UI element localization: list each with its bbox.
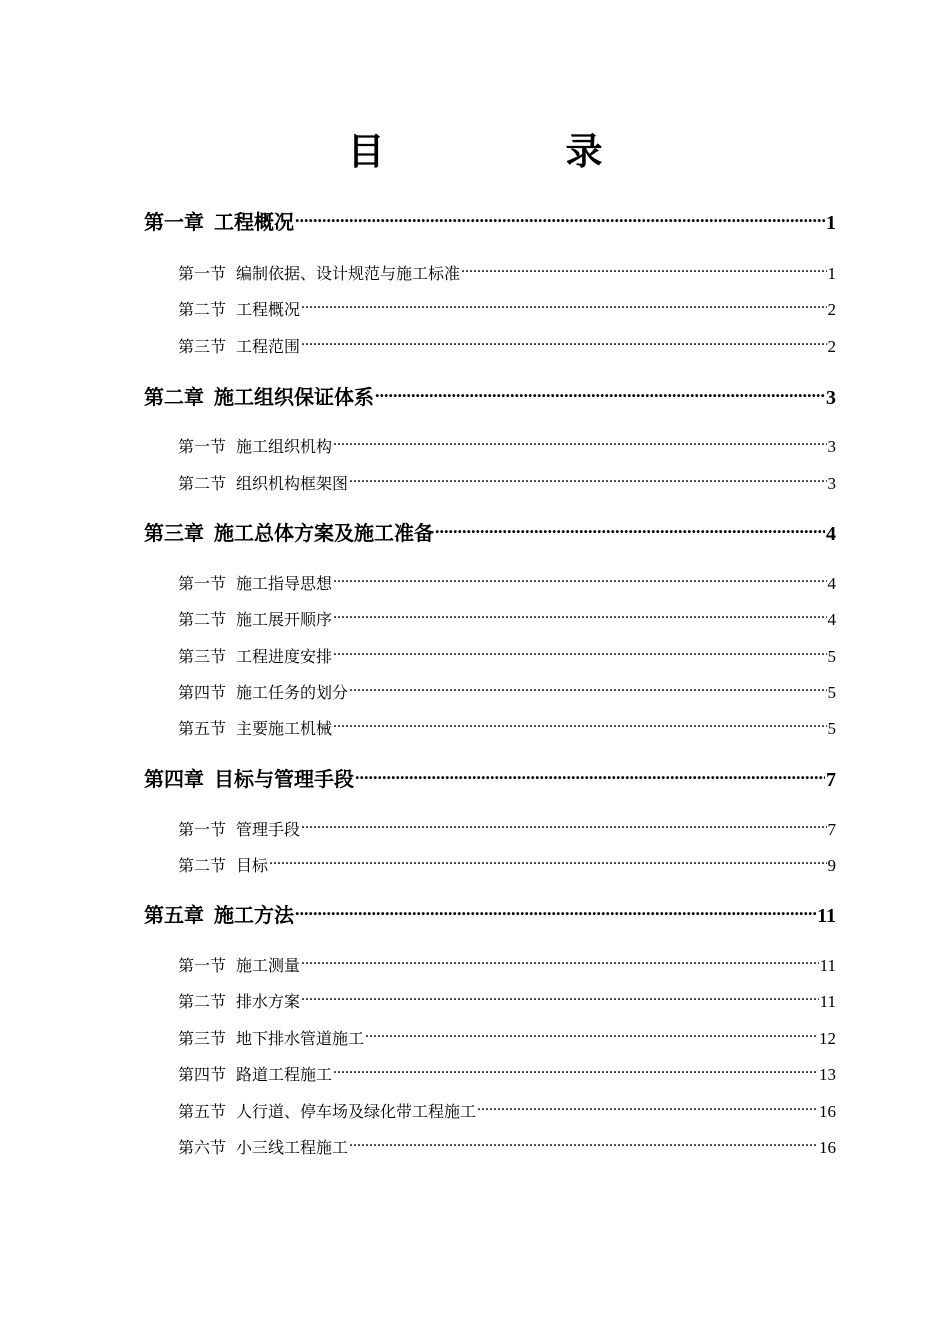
chapter-title: 目标与管理手段 [214, 767, 354, 791]
section-number: 第五节 [178, 719, 227, 738]
dot-leader [349, 471, 826, 489]
page-number: 4 [826, 523, 836, 545]
section-number: 第二节 [178, 610, 227, 629]
section-title: 工程范围 [236, 337, 301, 356]
toc-section-3-4[interactable] [178, 680, 836, 706]
section-title: 目标 [236, 856, 269, 875]
page-number: 1 [827, 264, 836, 283]
dot-leader [333, 1062, 818, 1080]
dot-leader [349, 1135, 818, 1153]
section-title: 管理手段 [236, 820, 301, 839]
section-number: 第一节 [178, 820, 227, 839]
section-number: 第二节 [178, 992, 227, 1011]
section-title: 组织机构框架图 [236, 474, 349, 493]
dot-leader [375, 382, 825, 404]
page-number: 11 [819, 992, 836, 1011]
toc-chapter-4[interactable] [144, 763, 836, 793]
section-title: 主要施工机械 [236, 719, 333, 738]
section-title: 施工组织机构 [236, 437, 333, 456]
toc-section-4-2[interactable] [178, 853, 836, 879]
dot-leader [301, 953, 819, 971]
chapter-number: 第一章 [144, 210, 204, 234]
page-number: 11 [817, 905, 836, 927]
section-number: 第四节 [178, 683, 227, 702]
section-title: 施工任务的划分 [236, 683, 349, 702]
toc-section-5-2[interactable] [178, 989, 836, 1015]
section-number: 第一节 [178, 437, 227, 456]
section-number: 第二节 [178, 474, 227, 493]
page-number: 11 [819, 956, 836, 975]
chapter-title: 施工方法 [214, 903, 294, 927]
page-number: 16 [819, 1138, 836, 1157]
dot-leader [301, 297, 826, 315]
page-number: 16 [819, 1102, 836, 1121]
section-title: 工程概况 [236, 300, 301, 319]
toc-section-3-1[interactable] [178, 571, 836, 597]
toc-entry-label [178, 644, 332, 667]
toc-entry-label [144, 517, 434, 546]
section-title: 施工展开顺序 [236, 610, 333, 629]
dot-leader [301, 989, 819, 1007]
dot-leader [365, 1026, 818, 1044]
toc-section-2-1[interactable] [178, 434, 836, 460]
page-number: 4 [827, 574, 836, 593]
section-title: 路道工程施工 [236, 1065, 333, 1084]
toc-section-3-3[interactable] [178, 644, 836, 670]
page-number: 13 [819, 1065, 836, 1084]
toc-section-5-4[interactable] [178, 1062, 836, 1088]
section-number: 第三节 [178, 337, 227, 356]
dot-leader [333, 607, 826, 625]
page-number: 4 [827, 610, 836, 629]
toc-section-4-1[interactable] [178, 817, 836, 843]
toc-section-5-5[interactable] [178, 1099, 836, 1125]
section-title: 编制依据、设计规范与施工标准 [236, 264, 461, 283]
toc-entry-label [178, 1062, 332, 1085]
chapter-title: 施工总体方案及施工准备 [214, 521, 434, 545]
dot-leader [295, 207, 825, 229]
toc-entry-label [178, 297, 300, 320]
chapter-title: 工程概况 [214, 210, 294, 234]
toc-entry-label [144, 206, 294, 235]
page-number: 2 [827, 337, 836, 356]
toc-entry-label [178, 1026, 364, 1049]
section-number: 第二节 [178, 300, 227, 319]
toc-section-5-1[interactable] [178, 953, 836, 979]
toc-entry-label [178, 434, 332, 457]
page-number: 7 [826, 769, 836, 791]
section-title: 工程进度安排 [236, 647, 333, 666]
toc-entry-label [178, 953, 300, 976]
section-number: 第三节 [178, 647, 227, 666]
toc-chapter-2[interactable] [144, 381, 836, 411]
section-title: 施工指导思想 [236, 574, 333, 593]
toc-entry-label [144, 763, 354, 792]
chapter-number: 第五章 [144, 903, 204, 927]
toc-chapter-5[interactable] [144, 899, 836, 929]
dot-leader [269, 853, 826, 871]
page-number: 12 [819, 1029, 836, 1048]
dot-leader [333, 644, 826, 662]
toc-entry-label [144, 899, 294, 928]
toc-entry-label [178, 817, 300, 840]
dot-leader [333, 434, 826, 452]
section-number: 第一节 [178, 264, 227, 283]
page-number: 5 [827, 647, 836, 666]
toc-entry-label [178, 261, 460, 284]
toc-entry-label [178, 607, 332, 630]
toc-section-5-3[interactable] [178, 1026, 836, 1052]
page-number: 3 [826, 387, 836, 409]
toc-entry-label [178, 471, 348, 494]
toc-section-1-1[interactable] [178, 261, 836, 287]
page-number: 5 [827, 683, 836, 702]
section-title: 人行道、停车场及绿化带工程施工 [236, 1102, 477, 1121]
dot-leader [301, 817, 826, 835]
toc-entry-label [178, 680, 348, 703]
dot-leader [355, 764, 825, 786]
section-title: 地下排水管道施工 [236, 1029, 365, 1048]
toc-entry-label [178, 1135, 348, 1158]
page-number: 2 [827, 300, 836, 319]
page-number: 9 [827, 856, 836, 875]
dot-leader [461, 261, 826, 279]
dot-leader [301, 334, 826, 352]
dot-leader [295, 900, 816, 922]
section-title: 排水方案 [236, 992, 301, 1011]
toc-entry-label [178, 1099, 476, 1122]
section-title: 施工测量 [236, 956, 301, 975]
toc-entry-label [144, 381, 374, 410]
section-number: 第一节 [178, 956, 227, 975]
dot-leader [333, 571, 826, 589]
page-title: 目 录 [347, 130, 675, 173]
dot-leader [435, 518, 825, 540]
section-number: 第二节 [178, 856, 227, 875]
chapter-title: 施工组织保证体系 [214, 385, 374, 409]
toc-chapter-1[interactable] [144, 206, 836, 236]
page-number: 5 [827, 719, 836, 738]
toc-section-3-5[interactable] [178, 716, 836, 742]
toc-section-5-6[interactable] [178, 1135, 836, 1161]
section-number: 第一节 [178, 574, 227, 593]
section-number: 第三节 [178, 1029, 227, 1048]
toc-entry-label [178, 334, 300, 357]
toc-section-3-2[interactable] [178, 607, 836, 633]
page-number: 3 [827, 437, 836, 456]
chapter-number: 第三章 [144, 521, 204, 545]
dot-leader [333, 716, 826, 734]
toc-entry-label [178, 989, 300, 1012]
toc-section-2-2[interactable] [178, 471, 836, 497]
dot-leader [349, 680, 826, 698]
chapter-number: 第四章 [144, 767, 204, 791]
toc-section-1-2[interactable] [178, 297, 836, 323]
toc-section-1-3[interactable] [178, 334, 836, 360]
section-number: 第四节 [178, 1065, 227, 1084]
dot-leader [477, 1099, 818, 1117]
chapter-number: 第二章 [144, 385, 204, 409]
toc-entry-label [178, 853, 268, 876]
section-title: 小三线工程施工 [236, 1138, 349, 1157]
toc-chapter-3[interactable] [144, 517, 836, 547]
page-number: 1 [826, 212, 836, 234]
toc-entry-label [178, 716, 332, 739]
section-number: 第五节 [178, 1102, 227, 1121]
toc-entry-label [178, 571, 332, 594]
section-number: 第六节 [178, 1138, 227, 1157]
page-number: 3 [827, 474, 836, 493]
page-number: 7 [827, 820, 836, 839]
